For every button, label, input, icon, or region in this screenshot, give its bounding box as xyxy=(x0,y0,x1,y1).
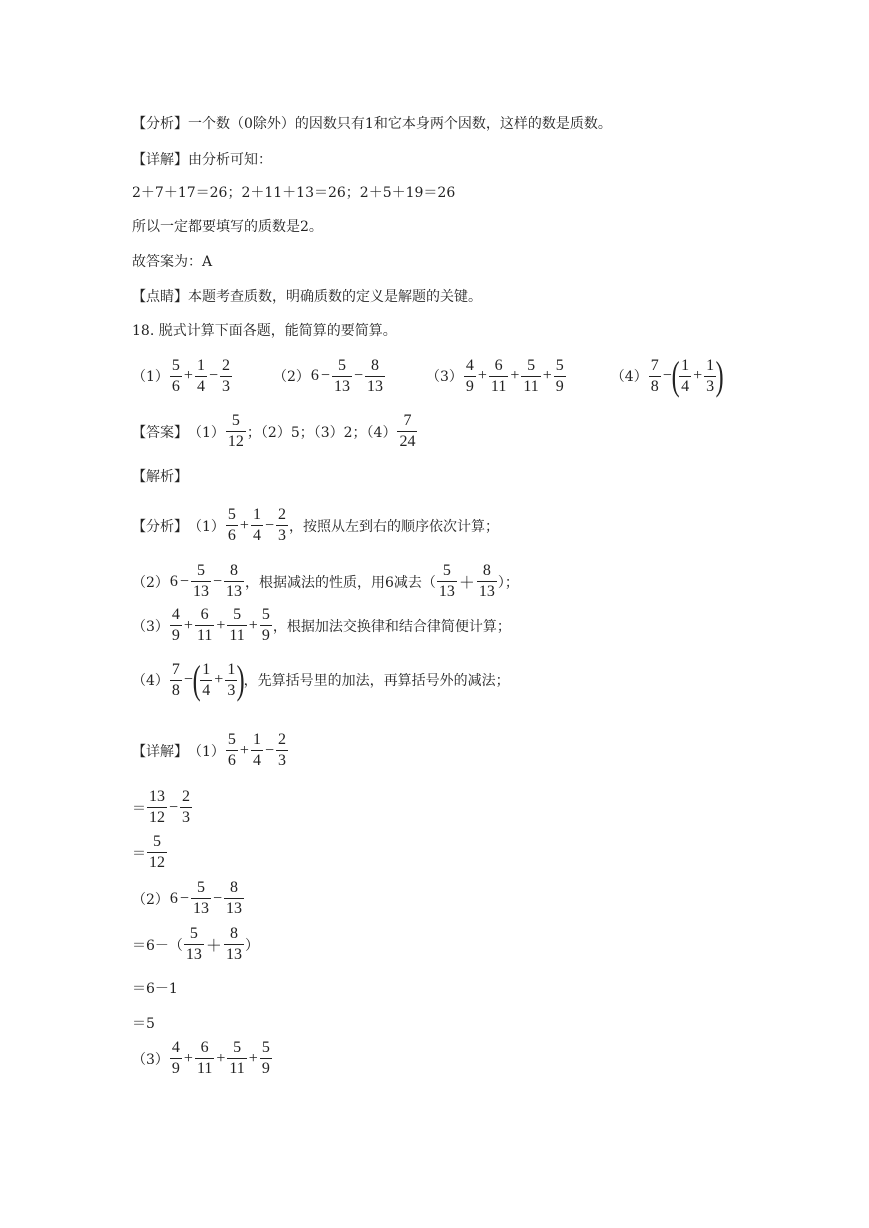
analysis-text-2b: ）； xyxy=(497,574,519,591)
fraction-8-13: $\frac{8}{13}$ xyxy=(225,562,242,600)
fraction-5-13: $\frac{5}{13}$ xyxy=(438,562,455,600)
plus-sign: + xyxy=(542,367,552,384)
fraction-5-12: $\frac{5}{12}$ xyxy=(149,833,165,871)
label-2: （2） xyxy=(132,574,169,591)
conclusion-17 xyxy=(132,216,323,236)
plus-sign: + xyxy=(510,367,520,384)
plus-sign: + xyxy=(693,367,703,384)
detail-18-step-1 xyxy=(132,789,193,826)
fraction-5-9: $\frac{5}{9}$ xyxy=(555,356,564,395)
fraction-7-8: $\frac{7}{8}$ xyxy=(171,660,180,699)
equals-sign: ＝ xyxy=(132,800,146,817)
plus-sign: + xyxy=(216,616,226,634)
six-minus-one: ＝6－1 xyxy=(132,981,178,997)
plus-sign: + xyxy=(183,1049,193,1067)
analysis-text-2: ，根据减法的性质，用6减去（ xyxy=(244,574,436,591)
minus-sign: − xyxy=(353,367,363,384)
fraction-4-9: $\frac{4}{9}$ xyxy=(171,1039,180,1077)
left-paren-glyph: ( xyxy=(671,353,680,398)
minus-sign: − xyxy=(179,889,189,907)
fraction-13-12: $\frac{13}{12}$ xyxy=(149,788,165,826)
plus-sign: + xyxy=(183,616,193,634)
jiexi-heading xyxy=(132,466,188,486)
fraction-8-13: $\frac{8}{13}$ xyxy=(366,356,383,395)
fraction-7-8: $\frac{7}{8}$ xyxy=(650,356,659,395)
label-1: （1） xyxy=(132,369,169,385)
fraction-5-13: $\frac{5}{13}$ xyxy=(185,925,202,963)
minus-sign: − xyxy=(212,572,222,590)
fraction-5-11: $\frac{5}{11}$ xyxy=(229,1039,245,1077)
right-paren-glyph: ) xyxy=(715,353,724,398)
fraction-5-11: $\frac{5}{11}$ xyxy=(229,606,245,644)
comment-17 xyxy=(132,286,482,306)
minus-sign: − xyxy=(662,367,672,384)
detail-18-step-4 xyxy=(132,978,178,998)
jiexi-text: 【解析】 xyxy=(132,469,188,485)
label-4: （4） xyxy=(610,369,648,385)
plus-sign: + xyxy=(183,367,193,384)
right-paren-glyph: ) xyxy=(236,657,245,702)
analysis-text-3: ，根据加法交换律和结合律简便计算； xyxy=(272,618,511,635)
analysis-18-1 xyxy=(132,507,499,544)
question-18-expressions xyxy=(132,353,724,398)
fraction-1-4: $\frac{1}{4}$ xyxy=(202,660,211,699)
equals-sign: ＝ xyxy=(132,845,146,862)
fraction-5-6: $\frac{5}{6}$ xyxy=(171,356,180,395)
equations-17 xyxy=(132,182,455,202)
six-minus-paren: ＝6－（ xyxy=(132,937,183,954)
detail-prefix: 【详解】 xyxy=(132,743,188,760)
analysis-17 xyxy=(132,113,612,133)
fraction-2-3: $\frac{2}{3}$ xyxy=(182,788,191,826)
fraction-2-3: $\frac{2}{3}$ xyxy=(277,506,286,544)
plus-sign: ＋ xyxy=(458,575,475,592)
detail-17 xyxy=(132,149,272,169)
comment-17-text: 【点睛】本题考查质数，明确质数的定义是解题的关键。 xyxy=(132,289,482,305)
conclusion-17-text: 所以一定都要填写的质数是2。 xyxy=(132,219,323,235)
number-six: 6 xyxy=(169,572,178,590)
analysis-18-3 xyxy=(132,607,511,644)
plus-sign: + xyxy=(214,671,224,688)
label-1: （1） xyxy=(188,518,225,535)
label-1: （1） xyxy=(188,743,225,760)
minus-sign: − xyxy=(179,572,189,590)
minus-sign: − xyxy=(264,741,274,759)
answer-17 xyxy=(132,251,212,271)
detail-18-2 xyxy=(132,880,245,917)
detail-18-step-5 xyxy=(132,1013,155,1033)
equations-17-text: 2＋7＋17＝26；2＋11＋13＝26；2＋5＋19＝26 xyxy=(132,185,456,201)
fraction-1-4: $\frac{1}{4}$ xyxy=(252,731,261,769)
analysis-text-1: ，按照从左到右的顺序依次计算； xyxy=(288,518,499,535)
detail-18-1 xyxy=(132,732,289,769)
number-six: 6 xyxy=(310,367,319,384)
fraction-4-9: $\frac{4}{9}$ xyxy=(465,356,474,395)
label-2: （2） xyxy=(272,369,310,385)
fraction-6-11: $\frac{6}{11}$ xyxy=(196,606,213,644)
label-3: （3） xyxy=(425,369,463,385)
fraction-8-13: $\frac{8}{13}$ xyxy=(225,879,242,917)
detail-18-3 xyxy=(132,1040,273,1077)
analysis-18-4 xyxy=(132,657,510,702)
fraction-2-3: $\frac{2}{3}$ xyxy=(221,356,230,395)
number-six: 6 xyxy=(169,889,178,907)
minus-sign: − xyxy=(208,367,218,384)
fraction-1-3: $\frac{1}{3}$ xyxy=(706,356,715,395)
plus-sign: + xyxy=(239,516,249,534)
plus-sign: ＋ xyxy=(205,938,222,955)
fraction-6-11: $\frac{6}{11}$ xyxy=(490,356,507,395)
answer-17-text: 故答案为：A xyxy=(132,254,213,270)
minus-sign: − xyxy=(320,367,330,384)
fraction-5-12: $\frac{5}{12}$ xyxy=(227,412,244,450)
fraction-5-9: $\frac{5}{9}$ xyxy=(261,606,270,644)
fraction-1-4: $\frac{1}{4}$ xyxy=(681,356,690,395)
plus-sign: + xyxy=(477,367,487,384)
minus-sign: − xyxy=(264,516,274,534)
minus-sign: − xyxy=(169,798,179,816)
fraction-5-13: $\frac{5}{13}$ xyxy=(192,879,209,917)
detail-17-text: 【详解】由分析可知： xyxy=(132,152,272,168)
detail-18-step-2 xyxy=(132,834,168,871)
minus-sign: − xyxy=(212,889,222,907)
fraction-4-9: $\frac{4}{9}$ xyxy=(171,606,180,644)
left-paren-glyph: ( xyxy=(192,657,201,702)
fraction-5-11: $\frac{5}{11}$ xyxy=(523,356,539,395)
question-18-title xyxy=(132,320,397,340)
fraction-6-11: $\frac{6}{11}$ xyxy=(196,1039,213,1077)
analysis-prefix: 【分析】 xyxy=(132,518,188,535)
fraction-5-9: $\frac{5}{9}$ xyxy=(261,1039,270,1077)
fraction-1-4: $\frac{1}{4}$ xyxy=(252,506,261,544)
paren-close: ） xyxy=(244,937,259,954)
plus-sign: + xyxy=(239,741,249,759)
fraction-8-13: $\frac{8}{13}$ xyxy=(478,562,495,600)
equals-five: ＝5 xyxy=(132,1016,155,1032)
analysis-text-4: ，先算括号里的加法，再算括号外的减法； xyxy=(243,673,510,689)
fraction-5-13: $\frac{5}{13}$ xyxy=(192,562,209,600)
label-4: （4） xyxy=(132,673,169,689)
minus-sign: − xyxy=(183,671,193,688)
analysis-18-2 xyxy=(132,563,519,600)
fraction-1-3: $\frac{1}{3}$ xyxy=(227,660,236,699)
answer-rest: ；（2）5；（3）2；（4） xyxy=(246,424,397,441)
question-18-title-text: 18. 脱式计算下面各题，能简算的要简算。 xyxy=(132,323,397,339)
fraction-5-6: $\frac{5}{6}$ xyxy=(227,506,236,544)
detail-18-step-3 xyxy=(132,926,259,963)
fraction-5-6: $\frac{5}{6}$ xyxy=(227,731,236,769)
fraction-7-24: $\frac{7}{24}$ xyxy=(399,412,416,450)
label-3: （3） xyxy=(132,618,169,635)
answer-18 xyxy=(132,413,418,450)
answer-prefix: 【答案】 xyxy=(132,424,188,441)
fraction-1-4: $\frac{1}{4}$ xyxy=(196,356,205,395)
fraction-8-13: $\frac{8}{13}$ xyxy=(225,925,242,963)
label-2: （2） xyxy=(132,891,169,908)
fraction-2-3: $\frac{2}{3}$ xyxy=(277,731,286,769)
answer-label-1: （1） xyxy=(188,424,225,441)
plus-sign: + xyxy=(248,1049,258,1067)
label-3: （3） xyxy=(132,1051,169,1068)
fraction-5-13: $\frac{5}{13}$ xyxy=(333,356,350,395)
plus-sign: + xyxy=(248,616,258,634)
plus-sign: + xyxy=(216,1049,226,1067)
analysis-17-text: 【分析】一个数（0除外）的因数只有1和它本身两个因数，这样的数是质数。 xyxy=(132,116,612,132)
